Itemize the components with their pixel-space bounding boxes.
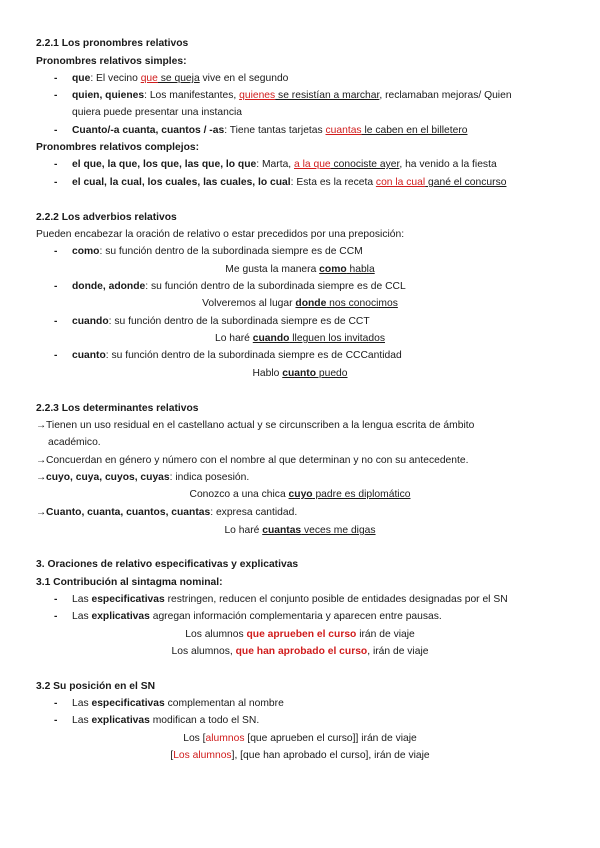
- text: : su función dentro de la subordinada siempre es de CCCantidad: [105, 350, 402, 361]
- bullet-dash: -: [54, 177, 58, 188]
- text: Volveremos al lugar: [202, 298, 296, 309]
- subordinate-text: veces me digas: [301, 525, 376, 536]
- relative-cuanto: cuanto: [282, 368, 317, 379]
- term-explicativas: explicativas: [91, 611, 150, 622]
- bullet-dash: -: [54, 594, 58, 605]
- text: Lo haré: [224, 525, 263, 536]
- relative-a-la-que: a la que: [294, 159, 331, 170]
- bullet-dash: -: [54, 90, 58, 101]
- bullet-dash: -: [54, 316, 58, 327]
- text: agregan información complementaria y aparecen entre pausas.: [149, 611, 442, 622]
- text: : Esta es la receta: [290, 177, 376, 188]
- relative-cuando: cuando: [252, 333, 290, 344]
- bullet-dash: -: [54, 698, 58, 709]
- subordinate-text: se resistían a marchar: [275, 90, 380, 101]
- relative-clause-especificativa: que aprueben el curso: [246, 629, 357, 640]
- section-heading-3: 3. Oraciones de relativo especificativas y explicativas: [36, 559, 299, 570]
- relative-clause-explicativa: que han aprobado el curso: [235, 646, 368, 657]
- bullet-dash: -: [54, 611, 58, 622]
- text: : su función dentro de la subordinada siempre es de CCM: [99, 246, 363, 257]
- text: , irán de viaje: [367, 646, 429, 657]
- term-quien: quien, quienes: [72, 90, 145, 101]
- text: , reclamaban mejoras/ Quien: [379, 90, 512, 101]
- term-especificativas: especificativas: [91, 594, 165, 605]
- text: Los alumnos: [185, 629, 247, 640]
- section-heading-2-2-3: 2.2.3 Los determinantes relativos: [36, 403, 199, 414]
- arrow-icon: →: [36, 420, 47, 431]
- section-heading-2-2-1: 2.2.1 Los pronombres relativos: [36, 38, 189, 49]
- arrow-item-residual-continuation: académico.: [48, 437, 101, 448]
- text: complementan al nombre: [164, 698, 284, 709]
- relative-cuantas: cuantas: [262, 525, 302, 536]
- text: : Los manifestantes,: [144, 90, 240, 101]
- text: : expresa cantidad.: [210, 507, 298, 518]
- relative-cuantas: cuantas: [325, 125, 362, 136]
- text: : Tiene tantas tarjetas: [224, 125, 326, 136]
- term-explicativas: explicativas: [91, 715, 150, 726]
- bullet-dash: -: [54, 715, 58, 726]
- example-especificativa: [0, 628, 600, 642]
- relative-donde: donde: [295, 298, 327, 309]
- example-cuanto: [0, 367, 600, 381]
- term-cuyo: cuyo, cuya, cuyos, cuyas: [46, 472, 170, 483]
- text: Los [: [183, 733, 206, 744]
- text: [que aprueben el curso]] irán de viaje: [244, 733, 417, 744]
- text: : indica posesión.: [169, 472, 250, 483]
- text: irán de viaje: [356, 629, 415, 640]
- text: : Marta,: [256, 159, 295, 170]
- term-especificativas: especificativas: [91, 698, 165, 709]
- subordinate-text: lleguen los invitados: [289, 333, 385, 344]
- text: Concuerdan en género y número con el nombre al que determinan y no con su antecedente.: [46, 455, 469, 466]
- term-cuando: cuando: [72, 316, 109, 327]
- bullet-dash: -: [54, 73, 58, 84]
- text: : su función dentro de la subordinada siempre es de CCL: [145, 281, 406, 292]
- arrow-icon: →: [36, 507, 47, 518]
- text: modifican a todo el SN.: [149, 715, 260, 726]
- text: Las: [72, 698, 92, 709]
- term-el-cual: el cual, la cual, los cuales, las cuales, lo cual: [72, 177, 291, 188]
- bullet-dash: -: [54, 350, 58, 361]
- relative-como: como: [319, 264, 347, 275]
- section-heading-3-2: 3.2 Su posición en el SN: [36, 681, 156, 692]
- arrow-icon: →: [36, 455, 47, 466]
- bracket-example-especificativa: [0, 732, 600, 746]
- term-como: como: [72, 246, 100, 257]
- relative-con-la-cual: con la cual: [375, 177, 426, 188]
- term-cuanto-determinant: Cuanto, cuanta, cuantos, cuantas: [46, 507, 211, 518]
- subordinate-text: conociste ayer: [330, 159, 400, 170]
- bracket-example-explicativa: [0, 749, 600, 763]
- subordinate-text: se queja: [157, 73, 200, 84]
- text: Las: [72, 715, 92, 726]
- intro-text: Pueden encabezar la oración de relativo o estar precedidos por una preposición:: [36, 229, 405, 240]
- example-cuantas: [0, 524, 600, 538]
- text: Lo haré: [214, 333, 253, 344]
- subordinate-text: habla: [346, 264, 375, 275]
- arrow-icon: →: [36, 472, 47, 483]
- noun-alumnos: alumnos: [205, 733, 245, 744]
- text: : El vecino: [90, 73, 141, 84]
- subordinate-text: puedo: [316, 368, 348, 379]
- example-como: [0, 263, 600, 277]
- noun-los-alumnos: Los alumnos: [173, 750, 232, 761]
- text: Tienen un uso residual en el castellano actual y se circunscriben a la lengua escrita de ámbito: [46, 420, 475, 431]
- text: ], [que han aprobado el curso], irán de viaje: [231, 750, 430, 761]
- text: : su función dentro de la subordinada siempre es de CCT: [108, 316, 370, 327]
- term-cuanto: Cuanto/-a cuanta, cuantos / -as: [72, 125, 225, 136]
- list-item-quien-continuation: quiera puede presentar una instancia: [72, 107, 243, 118]
- example-explicativa: [0, 645, 600, 659]
- text: , ha venido a la fiesta: [399, 159, 497, 170]
- section-heading-2-2-2: 2.2.2 Los adverbios relativos: [36, 212, 177, 223]
- relative-cuyo: cuyo: [288, 489, 313, 500]
- bullet-dash: -: [54, 125, 58, 136]
- term-que: que: [72, 73, 91, 84]
- bullet-dash: -: [54, 246, 58, 257]
- example-donde: [0, 297, 600, 311]
- text: Me gusta la manera: [225, 264, 320, 275]
- subordinate-text: nos conocimos: [326, 298, 398, 309]
- bullet-dash: -: [54, 281, 58, 292]
- text: Las: [72, 611, 92, 622]
- term-el-que: el que, la que, los que, las que, lo que: [72, 159, 257, 170]
- term-cuanto: cuanto: [72, 350, 106, 361]
- subheading-simple-pronouns: Pronombres relativos simples:: [36, 56, 187, 67]
- text: Las: [72, 594, 92, 605]
- bullet-dash: -: [54, 159, 58, 170]
- text: Conozco a una chica: [189, 489, 289, 500]
- example-cuyo: [0, 488, 600, 502]
- text: vive en el segundo: [199, 73, 289, 84]
- term-donde: donde, adonde: [72, 281, 146, 292]
- subordinate-text: le caben en el billetero: [361, 125, 468, 136]
- relative-que: que: [140, 73, 158, 84]
- subordinate-text: gané el concurso: [425, 177, 507, 188]
- text: [: [170, 750, 174, 761]
- text: restringen, reducen el conjunto posible de entidades designadas por el SN: [164, 594, 508, 605]
- relative-quienes: quienes: [239, 90, 276, 101]
- subordinate-text: padre es diplomático: [312, 489, 411, 500]
- text: Los alumnos,: [171, 646, 236, 657]
- example-cuando: [0, 332, 600, 346]
- section-heading-3-1: 3.1 Contribución al sintagma nominal:: [36, 577, 223, 588]
- subheading-complex-pronouns: Pronombres relativos complejos:: [36, 142, 200, 153]
- text: Hablo: [252, 368, 283, 379]
